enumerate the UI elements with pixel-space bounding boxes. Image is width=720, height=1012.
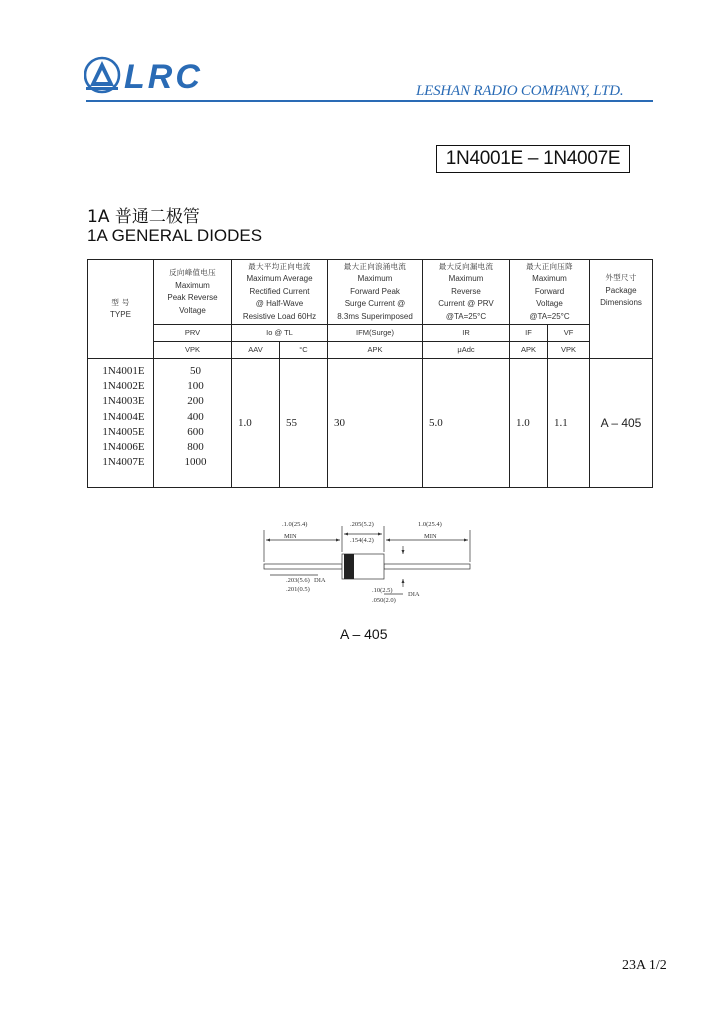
type-item: 1N4002E: [102, 380, 145, 393]
dim-body-dia-min: .050(2.0): [372, 597, 396, 604]
col-type-en: TYPE: [110, 310, 131, 319]
ir-value: 5.0: [423, 359, 510, 488]
col-io-en-3: @ Half-Wave: [255, 299, 304, 309]
header-row: [88, 260, 653, 325]
dim-lead-length-left: .1.0(25.4): [282, 521, 308, 528]
prv-list: [154, 359, 232, 488]
col-prv-en-1: Maximum: [175, 280, 210, 290]
col-ir-en-2: Reverse: [451, 286, 481, 296]
left-lead: [264, 564, 342, 569]
unit-ifsm: APK: [328, 342, 423, 359]
dim-lead-dia-label: DIA: [314, 577, 326, 584]
data-row: [88, 359, 653, 488]
sym-io-tl: Io @ TL: [232, 325, 328, 342]
col-type-header: [88, 260, 154, 359]
logo-wordmark: LRC: [124, 58, 203, 96]
prv-item: 100: [187, 380, 204, 393]
col-type-cn: 型 号: [111, 297, 130, 307]
col-vf-en-1: Maximum: [532, 274, 567, 284]
col-ir-en-4: @TA=25°C: [445, 311, 487, 321]
type-item: 1N4007E: [102, 456, 145, 469]
col-io-cn: 最大平均正向电流: [248, 261, 311, 271]
prv-item: 400: [187, 410, 204, 423]
heading-chinese: 1A 普通二极管: [87, 207, 200, 227]
col-prv-header: [154, 260, 232, 325]
col-ir-cn: 最大反向漏电流: [438, 261, 494, 271]
dim-body-dia-label: DIA: [408, 591, 420, 598]
col-io-en-2: Rectified Current: [249, 286, 310, 296]
col-pkg-header: [590, 260, 653, 359]
dim-body-length-max: .205(5.2): [350, 521, 374, 528]
dim-lead-min-left: MIN: [284, 533, 297, 540]
col-ifsm-en-1: Maximum: [357, 274, 393, 284]
package-value: A – 405: [590, 359, 653, 488]
ifsm-value: 30: [328, 359, 423, 488]
dim-lead-length-right: 1.0(25.4): [418, 521, 442, 528]
col-prv-en-3: Voltage: [179, 305, 206, 315]
unit-prv: VPK: [154, 342, 232, 359]
unit-tl: °C: [280, 342, 328, 359]
type-list: [88, 359, 154, 488]
col-ir-header: [423, 260, 510, 325]
spec-table: [87, 259, 653, 488]
company-name: LESHAN RADIO COMPANY, LTD.: [416, 83, 624, 99]
col-io-en-4: Resistive Load 60Hz: [242, 311, 317, 321]
package-drawing: [258, 512, 476, 612]
col-pkg-cn: 外型尺寸: [605, 273, 637, 282]
right-lead: [384, 564, 470, 569]
heading-english: 1A GENERAL DIODES: [87, 226, 263, 245]
tl-value: 55: [280, 359, 328, 488]
prv-item: 200: [187, 395, 204, 408]
part-number-title: 1N4001E – 1N4007E: [436, 145, 630, 173]
dim-body-length-min: .154(4.2): [350, 537, 374, 544]
cathode-band: [344, 554, 354, 579]
package-caption: A – 405: [340, 626, 388, 642]
dim-lead-dia-min: .201(0.5): [286, 586, 310, 593]
unit-vf: VPK: [548, 342, 590, 359]
prv-item: 800: [187, 441, 204, 454]
dim-lead-min-right: MIN: [424, 533, 437, 540]
col-prv-cn: 反向峰值电压: [169, 268, 216, 277]
symbol-row: [88, 325, 653, 342]
col-ifsm-en-4: 8.3ms Superimposed: [337, 311, 413, 321]
col-vf-en-3: Voltage: [536, 299, 563, 309]
page-number: 23A 1/2: [622, 958, 667, 973]
type-item: 1N4001E: [102, 365, 145, 377]
vf-value: 1.1: [548, 359, 590, 488]
col-ir-en-3: Current @ PRV: [438, 299, 494, 309]
col-ifsm-cn: 最大正向浪涌电流: [343, 261, 407, 271]
col-pkg-en-1: Package: [605, 285, 637, 295]
col-ifsm-en-3: Surge Current @: [344, 299, 406, 309]
sym-vf: VF: [548, 325, 590, 342]
sym-prv: PRV: [154, 325, 232, 342]
dim-lead-dia-max: .203(5.6): [286, 577, 310, 584]
io-value: 1.0: [232, 359, 280, 488]
if-value: 1.0: [510, 359, 548, 488]
col-ifsm-header: [328, 260, 423, 325]
type-item: 1N4004E: [102, 410, 145, 423]
dim-body-dia-max: .10(2.5): [372, 587, 393, 594]
col-vf-header: [510, 260, 590, 325]
prv-item: 50: [190, 365, 201, 377]
col-ifsm-en-2: Forward Peak: [350, 286, 400, 296]
col-pkg-en-2: Dimensions: [600, 298, 642, 307]
prv-item: 600: [187, 425, 204, 438]
type-item: 1N4003E: [102, 395, 145, 408]
type-item: 1N4005E: [102, 425, 145, 438]
unit-row: [88, 342, 653, 359]
sym-if: IF: [510, 325, 548, 342]
unit-ir: μAdc: [423, 342, 510, 359]
sym-ir: IR: [423, 325, 510, 342]
header-rule: [86, 100, 653, 102]
unit-io: AAV: [232, 342, 280, 359]
col-vf-en-4: @TA=25°C: [529, 311, 570, 321]
col-ir-en-1: Maximum: [448, 274, 484, 284]
col-prv-en-2: Peak Reverse: [167, 293, 218, 302]
unit-if: APK: [510, 342, 548, 359]
sym-ifsm: IFM(Surge): [328, 325, 423, 342]
col-vf-cn: 最大正向压降: [526, 261, 573, 271]
col-io-header: [232, 260, 328, 325]
col-vf-en-2: Forward: [534, 286, 565, 296]
type-item: 1N4006E: [102, 441, 145, 454]
prv-item: 1000: [184, 456, 207, 469]
col-io-en-1: Maximum Average: [246, 274, 313, 284]
